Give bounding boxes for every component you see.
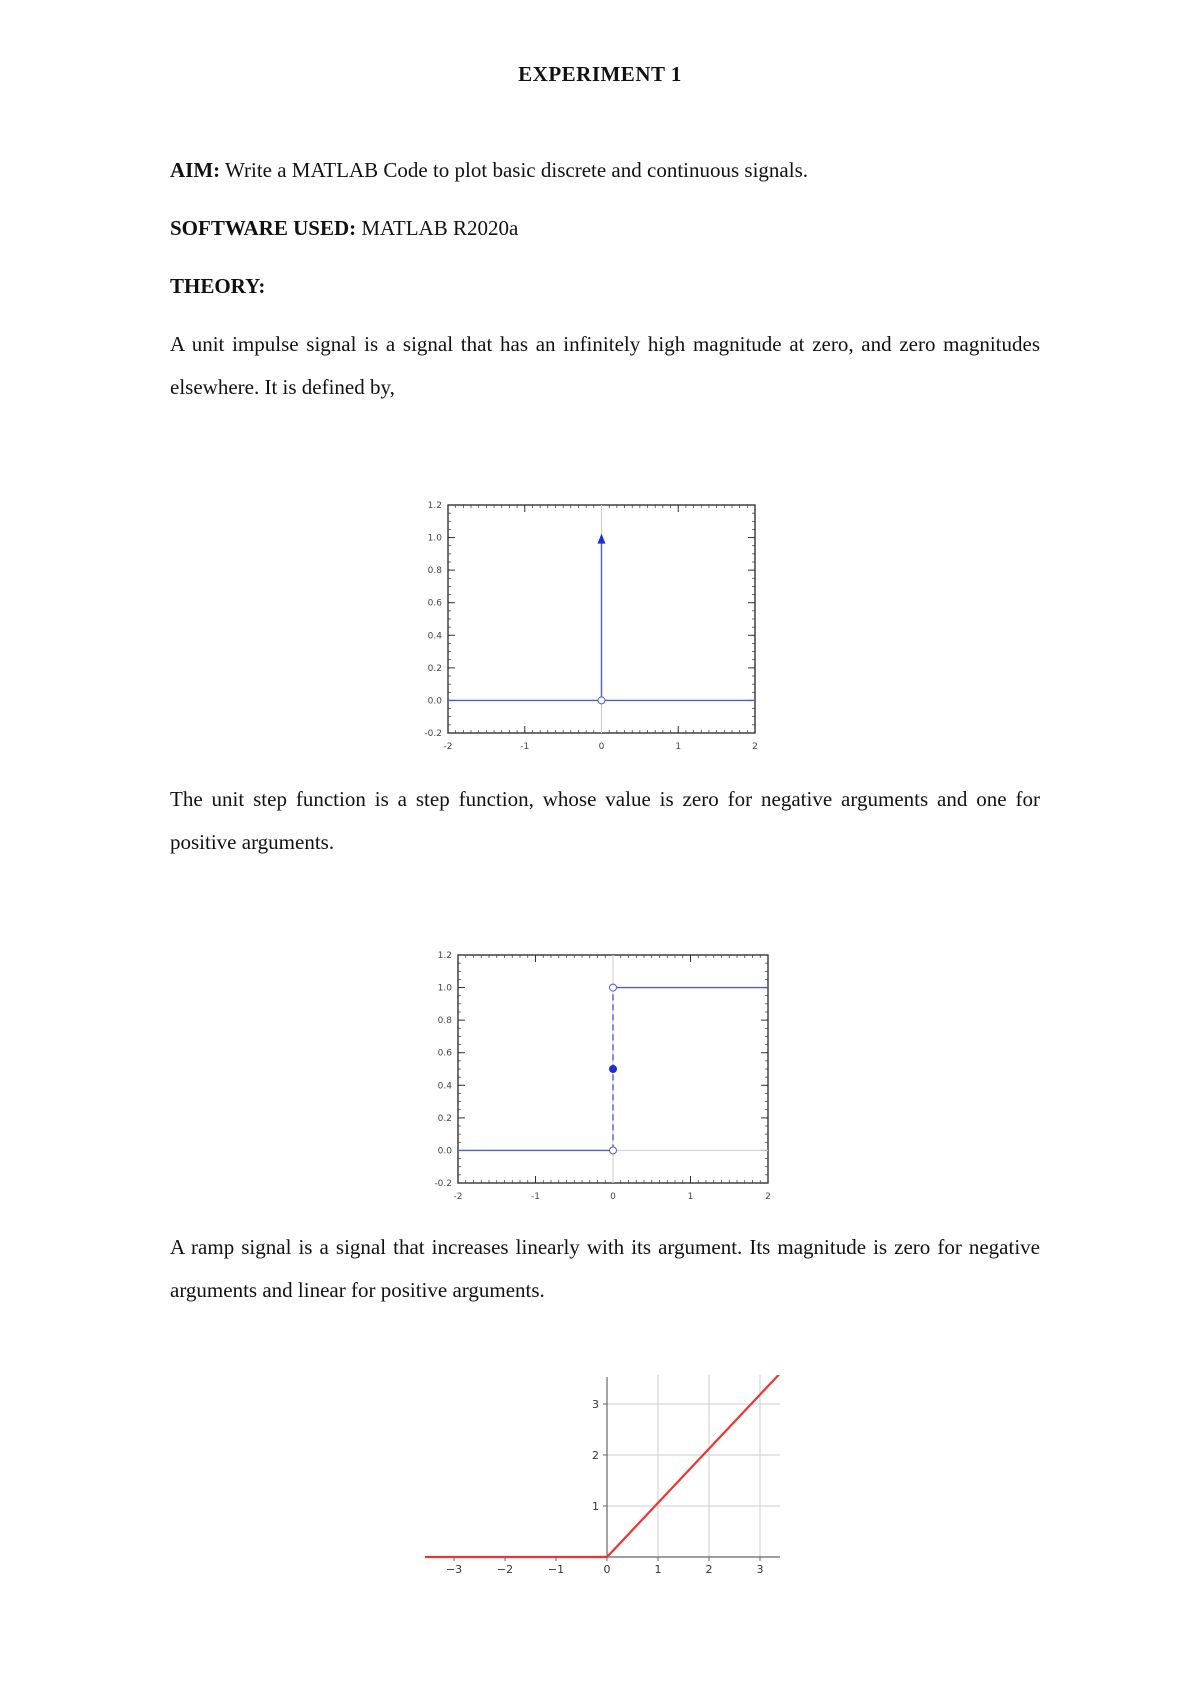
filled-marker (610, 1066, 617, 1073)
open-marker (610, 1147, 617, 1154)
aim-line (170, 156, 1050, 184)
y-tick-label: 3 (592, 1398, 599, 1411)
y-tick-label: 0.4 (427, 631, 442, 642)
y-tick-label: 1.2 (437, 951, 452, 961)
x-tick-label: −3 (445, 1563, 463, 1576)
y-tick-label: 0.6 (427, 598, 442, 609)
ramp-series (425, 1375, 780, 1557)
software-text: MATLAB R2020a (356, 216, 519, 240)
ramp-text: A ramp signal is a signal that increases linearly with its argument. Its magnitude is zero for negative arguments and linear for positive arguments. (170, 1235, 1040, 1302)
y-tick-label: 1.2 (427, 501, 442, 511)
x-tick-label: -2 (443, 742, 453, 752)
x-tick-label: 2 (752, 742, 758, 752)
x-tick-label: -1 (531, 1192, 540, 1202)
x-tick-label: 3 (756, 1563, 764, 1576)
unit-step-plot (425, 945, 785, 1215)
ramp-paragraph (170, 1226, 1040, 1312)
aim-label: AIM: (170, 158, 221, 182)
y-tick-label: 0.6 (437, 1048, 452, 1059)
x-tick-label: 0 (598, 742, 605, 752)
y-tick-label: 0.2 (427, 663, 442, 674)
y-tick-label: 0.8 (427, 566, 442, 577)
y-tick-label: 1.0 (437, 983, 452, 994)
y-tick-label: -0.2 (434, 1179, 452, 1189)
impulse-text: A unit impulse signal is a signal that has an infinitely high magnitude at zero, and zero magnitudes elsewhere. It is defined by, (170, 332, 1040, 399)
step-paragraph (170, 778, 1040, 864)
x-tick-label: −1 (547, 1563, 565, 1576)
y-tick-label: 0.8 (437, 1016, 452, 1027)
y-tick-label: 0.0 (427, 696, 442, 707)
y-tick-label: -0.2 (424, 729, 442, 739)
x-tick-label: -1 (520, 742, 530, 752)
open-marker (610, 984, 617, 991)
y-tick-label: 1 (592, 1500, 599, 1513)
open-marker (598, 697, 605, 704)
x-tick-label: 0 (610, 1192, 616, 1202)
arrow-head-marker (598, 534, 606, 544)
impulse-paragraph (170, 323, 1040, 409)
unit-impulse-plot (415, 495, 775, 760)
software-label: SOFTWARE USED: (170, 216, 357, 240)
y-tick-label: 0.0 (437, 1146, 452, 1157)
step-text: The unit step function is a step function, whose value is zero for negative arguments and one for positive arguments. (170, 787, 1040, 854)
x-tick-label: 1 (675, 742, 682, 752)
x-tick-label: 2 (705, 1563, 713, 1576)
software-line (170, 214, 1050, 242)
y-tick-label: 0.4 (437, 1081, 452, 1092)
theory-label: THEORY: (170, 274, 266, 298)
x-tick-label: -2 (453, 1192, 463, 1202)
theory-heading (170, 272, 1050, 300)
x-tick-label: 2 (765, 1192, 771, 1202)
x-tick-label: 1 (687, 1192, 694, 1202)
y-tick-label: 1.0 (427, 533, 442, 544)
aim-text: Write a MATLAB Code to plot basic discrete and continuous signals. (220, 158, 808, 182)
document-title: EXPERIMENT 1 (518, 62, 682, 86)
x-tick-label: 0 (603, 1563, 611, 1576)
y-tick-label: 0.2 (437, 1113, 452, 1124)
x-tick-label: 1 (654, 1563, 662, 1576)
y-tick-label: 2 (592, 1449, 599, 1462)
x-tick-label: −2 (496, 1563, 514, 1576)
ramp-plot (415, 1375, 815, 1590)
